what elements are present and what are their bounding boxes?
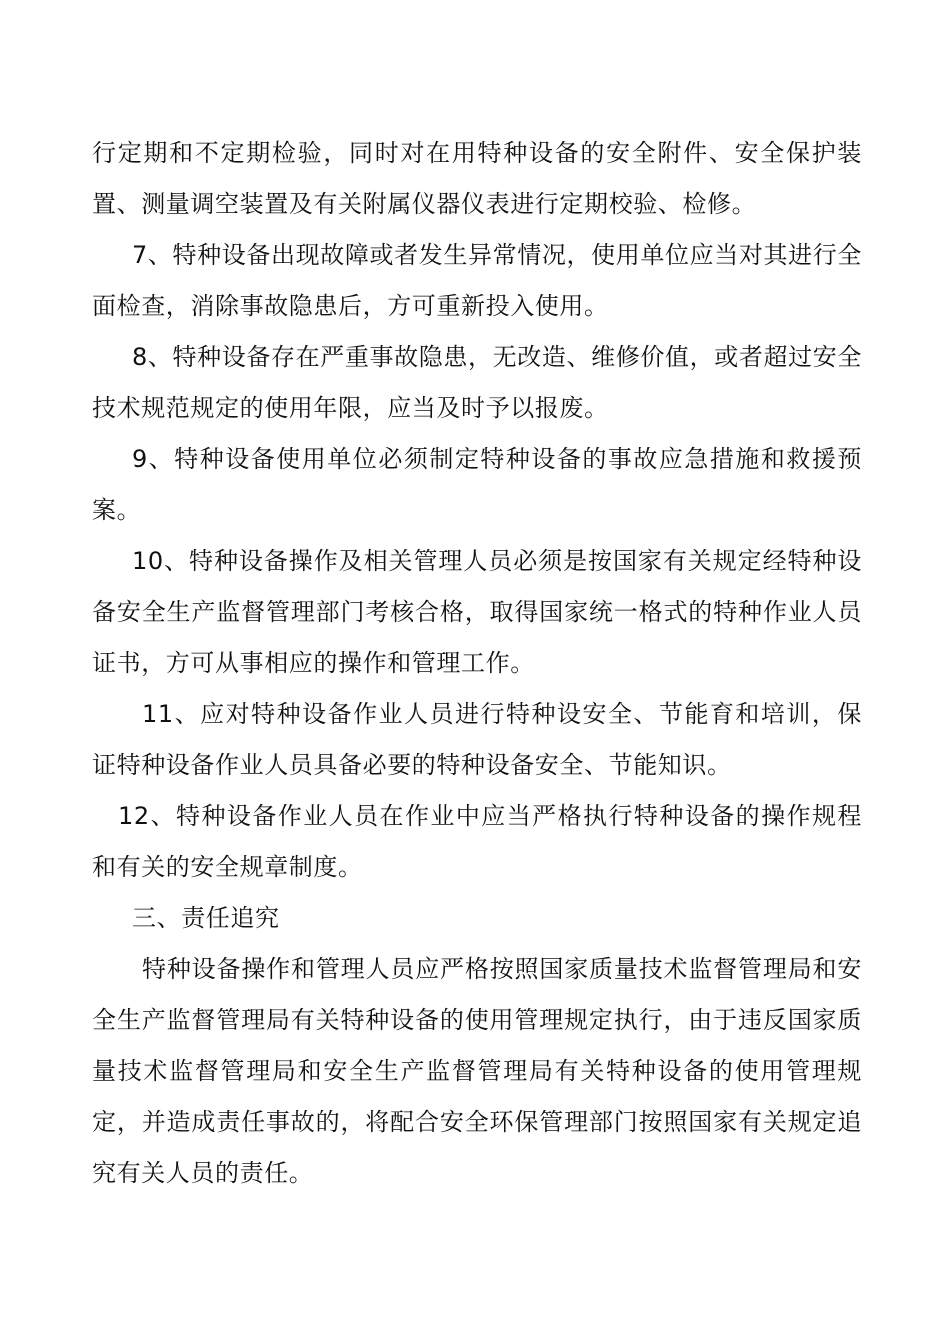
section-heading-responsibility: 三、责任追究 [132, 904, 280, 932]
paragraph-item-10: 10、特种设备操作及相关管理人员必须是按国家有关规定经特种设备安全生产监督管理部门考核合格，取得国家统一格式的特种作业人员证书，方可从事相应的操作和管理工作。 [92, 547, 862, 677]
paragraph-item-8: 8、特种设备存在严重事故隐患，无改造、维修价值，或者超过安全技术规范规定的使用年限，应当及时予以报废。 [92, 343, 862, 422]
paragraph-item-11: 11、应对特种设备作业人员进行特种设安全、节能育和培训，保证特种设备作业人员具备必要的特种设备安全、节能知识。 [92, 700, 862, 779]
paragraph-item-7: 7、特种设备出现故障或者发生异常情况，使用单位应当对其进行全面检查，消除事故隐患后，方可重新投入使用。 [92, 241, 862, 320]
document-body [92, 128, 862, 1199]
paragraph-continuation: 行定期和不定期检验，同时对在用特种设备的安全附件、安全保护装置、测量调空装置及有关附属仪器仪表进行定期校验、检修。 [92, 139, 862, 218]
paragraph-item-12: 12、特种设备作业人员在作业中应当严格执行特种设备的操作规程和有关的安全规章制度。 [92, 802, 862, 881]
paragraph-item-9: 9、特种设备使用单位必须制定特种设备的事故应急措施和救援预案。 [92, 445, 862, 524]
paragraph-responsibility: 特种设备操作和管理人员应严格按照国家质量技术监督管理局和安全生产监督管理局有关特种设备的使用管理规定执行，由于违反国家质量技术监督管理局和安全生产监督管理局有关特种设备的使用管理规定，并造成责任事故的，将配合安全环保管理部门按照国家有关规定追究有关人员的责任。 [92, 955, 862, 1187]
